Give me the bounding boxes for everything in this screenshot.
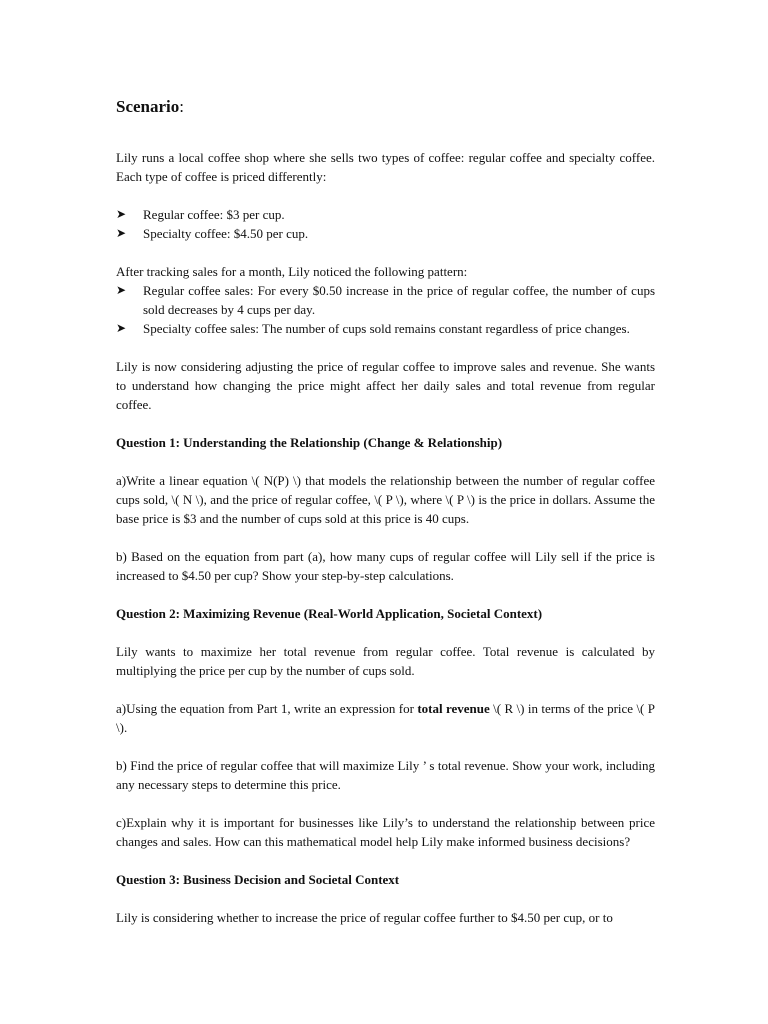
question-3-intro: Lily is considering whether to increase the price of regular coffee further to $4.50 per cup, or to — [116, 910, 613, 925]
list-item: ➤ Specialty coffee sales: The number of cups sold remains constant regardless of price changes. — [116, 321, 630, 336]
question-1-heading: Question 1: Understanding the Relationship (Change & Relationship) — [116, 435, 503, 450]
question-3-heading: Question 3: Business Decision and Societal Context — [116, 872, 400, 887]
question-1b: b) Based on the equation from part (a), how many cups of regular coffee will Lily sell if the price is increased to $4.50 per cup? Show your step-by-step calculations. — [116, 549, 655, 583]
question-2a: a)Using the equation from Part 1, write an expression for total revenue \( R \) in terms of the price \( P \). — [116, 701, 655, 735]
price-list — [116, 205, 655, 243]
tracking-intro: After tracking sales for a month, Lily noticed the following pattern: — [116, 264, 468, 279]
document-page — [116, 96, 655, 927]
list-item: ➤ Regular coffee: $3 per cup. — [116, 207, 285, 222]
list-item: ➤ Specialty coffee: $4.50 per cup. — [116, 226, 309, 241]
arrow-bullet-icon: ➤ — [116, 207, 127, 221]
considering-paragraph: Lily is now considering adjusting the price of regular coffee to improve sales and revenue. She wants to understand how changing the price might affect her daily sales and total revenue from regular coffee. — [116, 359, 655, 412]
question-2c: c)Explain why it is important for businesses like Lily’s to understand the relationship between price changes and sales. How can this mathematical model help Lily make informed business decisions? — [116, 815, 655, 849]
intro-paragraph: Lily runs a local coffee shop where she sells two types of coffee: regular coffee and specialty coffee. Each type of coffee is priced differently: — [116, 150, 655, 184]
question-2b: b) Find the price of regular coffee that will maximize Lily ’ s total revenue. Show your work, including any necessary steps to determine this price. — [116, 758, 655, 792]
question-2-heading: Question 2: Maximizing Revenue (Real-World Application, Societal Context) — [116, 606, 543, 621]
question-2-intro: Lily wants to maximize her total revenue from regular coffee. Total revenue is calculated by multiplying the price per cup by the number of cups sold. — [116, 644, 655, 678]
arrow-bullet-icon: ➤ — [116, 321, 127, 335]
arrow-bullet-icon: ➤ — [116, 226, 127, 240]
scenario-title: Scenario: — [116, 97, 185, 116]
question-1a: a)Write a linear equation \( N(P) \) that models the relationship between the number of regular coffee cups sold, \( N \), and the price of regular coffee, \( P \), where \( P \) is the price in dollars. Assume the base price is $3 and the number of cups sold at this price is 40 cups. — [116, 473, 655, 526]
pattern-list — [116, 281, 655, 338]
list-item: ➤ Regular coffee sales: For every $0.50 increase in the price of regular coffee, the number of cups sold decreases by 4 cups per day. — [116, 283, 655, 317]
arrow-bullet-icon: ➤ — [116, 283, 127, 297]
